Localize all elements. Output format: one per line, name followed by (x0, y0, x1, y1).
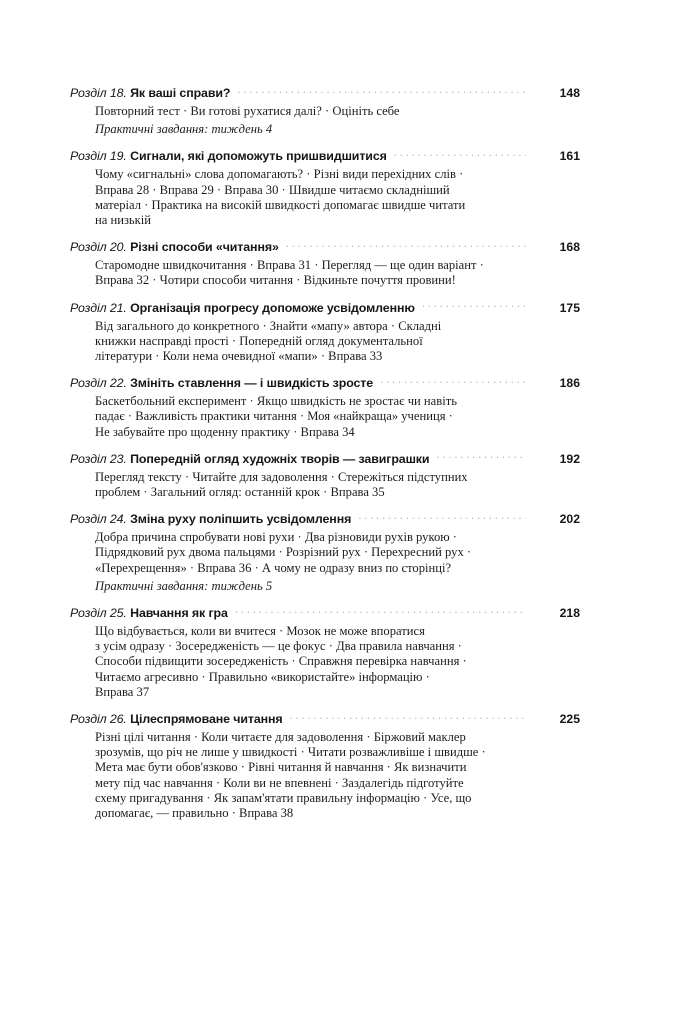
toc-chapter-number: Розділ 19. (70, 149, 127, 164)
toc-subtopic-line: допомагає, — правильно · Вправа 38 (95, 806, 294, 821)
toc-entry-subtopics (95, 530, 580, 594)
toc-chapter-name: Цілеспрямоване читання (130, 712, 283, 727)
toc-page-number: 225 (559, 712, 580, 727)
toc-subtopic-line: падає · Важливість практики читання · Моя «найкраща» учениця · (95, 409, 453, 424)
toc-subtopic-line: зрозумів, що річ не лише у швидкості · Читати розважливіше і швидше · (95, 745, 486, 760)
toc-page-number: 202 (559, 512, 580, 527)
toc-subtopic-line: Вправа 37 (95, 684, 150, 699)
toc-chapter-number: Розділ 24. (70, 512, 127, 527)
toc-page-number: 186 (559, 376, 580, 391)
toc-chapter-name: Як ваші справи? (130, 86, 231, 100)
toc-practice-note: Практичні завдання: тиждень 4 (95, 122, 273, 137)
toc-entry[interactable] (70, 606, 580, 700)
toc-subtopic-line: книжки насправді прості · Попередній огляд документальної (95, 333, 423, 348)
toc-subtopic-line: Підрядковий рух двома пальцями · Розрізний рух · Перехресний рух · (95, 545, 472, 560)
dot-leader (422, 302, 526, 314)
toc-subtopic-line: Мета має бути обов'язково · Рівні читання й навчання · Як визначити (95, 760, 467, 775)
dot-leader (436, 453, 526, 465)
toc-chapter-name: Організація прогресу допоможе усвідомленню (130, 300, 415, 315)
toc-practice-note: Практичні завдання: тиждень 5 (95, 578, 273, 593)
toc-entry-title (70, 149, 387, 164)
toc-subtopic-line: Способи підвищити зосередженість · Справжня перевірка навчання · (95, 654, 467, 669)
toc-chapter-name: Зміна руху поліпшить усвідомлення (130, 512, 352, 527)
toc-entry-subtopics (95, 470, 580, 500)
toc-entry-head[interactable] (70, 86, 580, 101)
toc-entry-subtopics (95, 167, 580, 228)
toc-entry-head[interactable] (70, 452, 580, 467)
toc-entry-head[interactable] (70, 712, 580, 727)
toc-entry-head[interactable] (70, 301, 580, 316)
toc-entry-subtopics (95, 394, 580, 440)
toc-subtopic-line: матеріал · Практика на високій швидкості допомагає швидше читати (95, 197, 466, 212)
toc-subtopic-line: Різні цілі читання · Коли читаєте для задоволення · Біржовий маклер (95, 730, 466, 745)
dot-leader (290, 714, 526, 726)
toc-subtopic-line: з усім одразу · Зосередженість — це фокус · Два правила навчання · (95, 639, 462, 654)
toc-subtopic-line: Вправа 28 · Вправа 29 · Вправа 30 · Швидше читаємо складніший (95, 182, 450, 197)
toc-subtopic-line: на низькій (95, 213, 152, 228)
toc-entry-title (70, 240, 279, 255)
toc-entry[interactable] (70, 240, 580, 288)
toc-entry-head[interactable] (70, 376, 580, 391)
toc-subtopic-line: Старомодне швидкочитання · Вправа 31 · Перегляд — ще один варіант · (95, 258, 484, 273)
toc-page-number: 218 (559, 606, 580, 621)
toc-subtopic-line: Читаємо агресивно · Правильно «використайте» інформацію · (95, 669, 430, 684)
toc-chapter-name: Попередній огляд художніх творів — завиграшки (130, 451, 430, 466)
toc-entry-subtopics (95, 104, 580, 137)
toc-page-number: 161 (559, 149, 580, 164)
toc-entry-title (70, 712, 283, 727)
toc-entry-title (70, 512, 351, 527)
toc-chapter-number: Розділ 26. (70, 712, 127, 727)
dot-leader (237, 88, 526, 100)
toc-chapter-name: Сигнали, які допоможуть пришвидшитися (130, 149, 387, 164)
toc-chapter-name: Різні способи «читання» (130, 240, 279, 255)
toc-page-number: 148 (559, 86, 580, 100)
toc-entry-subtopics (95, 258, 580, 288)
toc-entry-list (70, 86, 580, 821)
toc-entry-subtopics (95, 730, 580, 821)
toc-chapter-name: Навчання як гра (130, 606, 228, 621)
toc-chapter-number: Розділ 21. (70, 300, 127, 315)
toc-entry-head[interactable] (70, 240, 580, 255)
toc-page-number: 168 (559, 240, 580, 255)
toc-subtopic-line: Що відбувається, коли ви вчитеся · Мозок не може впоратися (95, 624, 425, 639)
toc-entry[interactable] (70, 512, 580, 594)
toc-chapter-number: Розділ 25. (70, 606, 127, 621)
toc-entry-title (70, 606, 228, 621)
dot-leader (286, 242, 526, 254)
toc-chapter-number: Розділ 20. (70, 240, 127, 255)
toc-entry[interactable] (70, 149, 580, 228)
toc-subtopic-line: Баскетбольний експеримент · Якщо швидкість не зростає чи навіть (95, 394, 457, 409)
toc-entry[interactable] (70, 376, 580, 440)
toc-subtopic-line: мету під час навчання · Коли ви не впевнені · Заздалегідь підготуйте (95, 775, 464, 790)
toc-entry[interactable] (70, 301, 580, 365)
toc-entry[interactable] (70, 712, 580, 821)
toc-subtopic-line: літератури · Коли нема очевидної «мапи» · Вправа 33 (95, 349, 383, 364)
toc-entry-title (70, 376, 373, 391)
dot-leader (235, 608, 526, 620)
dot-leader (394, 151, 526, 163)
toc-subtopic-line: проблем · Загальний огляд: останній крок · Вправа 35 (95, 485, 385, 500)
toc-entry-title (70, 86, 230, 101)
toc-chapter-number: Розділ 23. (70, 451, 127, 466)
toc-chapter-number: Розділ 18. (70, 86, 127, 100)
dot-leader (380, 378, 526, 390)
toc-subtopic-line: Чому «сигнальні» слова допомагають? · Різні види перехідних слів · (95, 167, 464, 182)
toc-entry-head[interactable] (70, 512, 580, 527)
toc-subtopic-line: Не забувайте про щоденну практику · Вправа 34 (95, 424, 355, 439)
toc-page-number: 192 (559, 451, 580, 466)
toc-entry-title (70, 452, 429, 467)
toc-entry-title (70, 301, 415, 316)
toc-subtopic-line: Добра причина спробувати нові рухи · Два різновиди рухів рукою · (95, 530, 457, 545)
toc-subtopic-line: «Перехрещення» · Вправа 36 · А чому не одразу вниз по сторінці? (95, 560, 452, 575)
toc-entry[interactable] (70, 86, 580, 137)
toc-chapter-number: Розділ 22. (70, 376, 127, 391)
toc-subtopic-line: Вправа 32 · Чотири способи читання · Відкиньте почуття провини! (95, 273, 456, 288)
dot-leader (358, 514, 526, 526)
toc-entry[interactable] (70, 452, 580, 500)
toc-page-number: 175 (559, 300, 580, 315)
toc-entry-head[interactable] (70, 149, 580, 164)
toc-entry-head[interactable] (70, 606, 580, 621)
toc-chapter-name: Змініть ставлення — і швидкість зросте (130, 376, 374, 391)
toc-subtopic-line: Перегляд тексту · Читайте для задоволення · Стережіться підступних (95, 469, 468, 484)
toc-entry-subtopics (95, 319, 580, 365)
toc-subtopic-line: Від загального до конкретного · Знайти «мапу» автора · Складні (95, 318, 442, 333)
toc-entry-subtopics (95, 624, 580, 700)
toc-subtopic-line: Повторний тест · Ви готові рухатися далі? · Оцініть себе (95, 104, 400, 118)
toc-subtopic-line: схему пригадування · Як запам'ятати правильну інформацію · Усе, що (95, 790, 472, 805)
